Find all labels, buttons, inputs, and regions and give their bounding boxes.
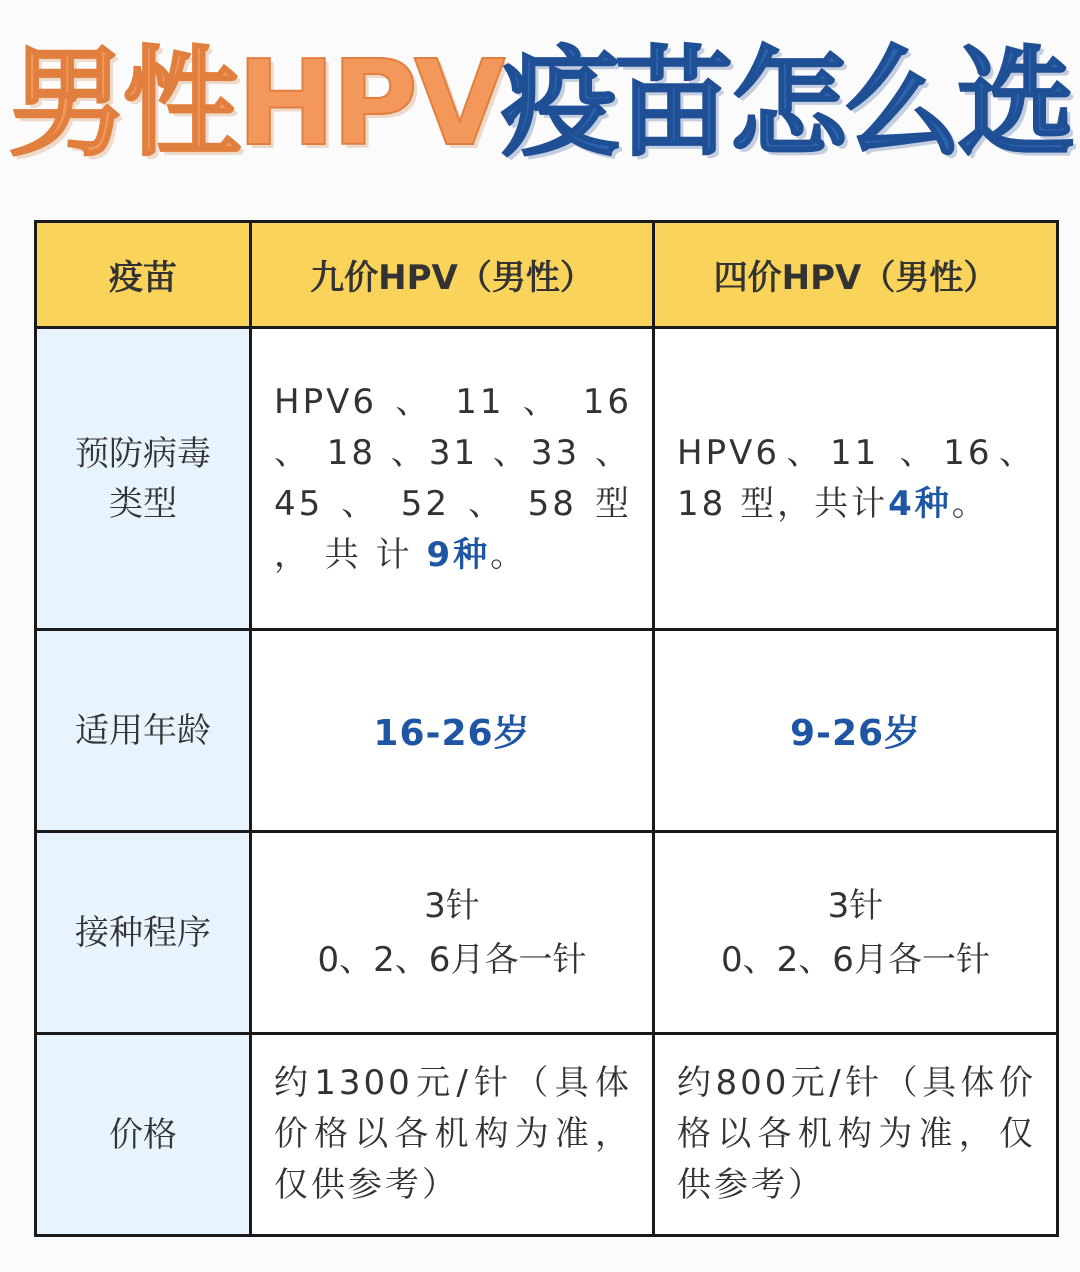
row-label-virus-types: 预防病毒 类型 — [36, 328, 251, 630]
title-part-blue: 疫苗怎么选 — [501, 34, 1072, 172]
row-label-schedule: 接种程序 — [36, 832, 251, 1034]
header-nine-valent: 九价HPV（男性） — [251, 222, 654, 328]
comparison-table — [34, 220, 1059, 1237]
four-valent-price: 约800元/针（具体价格以各机构为准，仅供参考） — [654, 1034, 1058, 1236]
header-four-valent: 四价HPV（男性） — [654, 222, 1058, 328]
nine-valent-schedule: 3针 0、2、6月各一针 — [251, 832, 654, 1034]
table-row — [36, 630, 1058, 832]
table-row — [36, 1034, 1058, 1236]
four-valent-age: 9-26岁 — [654, 630, 1058, 832]
nine-valent-virus-types: HPV6 、 11 、 16 、 18 、31 、33 、45 、 52 、 58 型 ， 共 计 9种。 — [251, 328, 654, 630]
table-row — [36, 328, 1058, 630]
four-valent-virus-types: HPV6、11 、16、18 型，共计4种。 — [654, 328, 1058, 630]
count-highlight: 9种 — [426, 534, 491, 575]
row-label-price: 价格 — [36, 1034, 251, 1236]
table-header-row — [36, 222, 1058, 328]
row-label-age: 适用年龄 — [36, 630, 251, 832]
nine-valent-price: 约1300元/针（具体价格以各机构为准，仅供参考） — [251, 1034, 654, 1236]
nine-valent-age: 16-26岁 — [251, 630, 654, 832]
title-part-orange: 男性HPV — [8, 34, 502, 172]
count-highlight: 4种 — [888, 483, 952, 524]
page-title — [0, 8, 1080, 178]
four-valent-schedule: 3针 0、2、6月各一针 — [654, 832, 1058, 1034]
table-row — [36, 832, 1058, 1034]
header-vaccine: 疫苗 — [36, 222, 251, 328]
